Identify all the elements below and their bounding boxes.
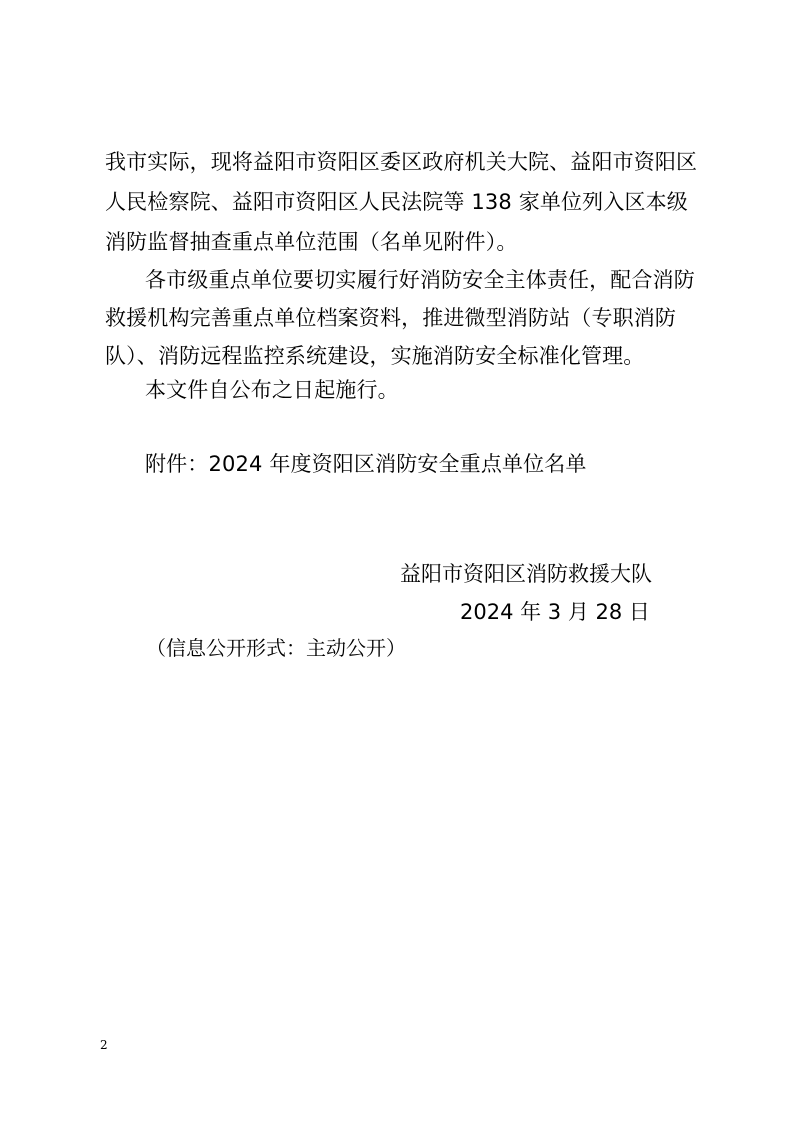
signing-date: 2024 年 3 月 28 日 [460,600,650,624]
disclosure-note: （信息公开形式：主动公开） [146,636,406,660]
paragraph-1-line-1: 我市实际，现将益阳市资阳区委区政府机关大院、益阳市资阳区 [105,150,698,174]
effective-date-statement: 本文件自公布之日起施行。 [145,378,399,402]
paragraph-2-line-2: 救援机构完善重点单位档案资料，推进微型消防站（专职消防 [105,306,677,330]
paragraph-1-line-2: 人民检察院、益阳市资阳区人民法院等 138 家单位列入区本级 [105,190,688,214]
signing-organization: 益阳市资阳区消防救援大队 [400,562,652,586]
paragraph-2-line-1: 各市级重点单位要切实履行好消防安全主体责任，配合消防 [145,268,695,292]
paragraph-2-line-3: 队）、消防远程监控系统建设，实施消防安全标准化管理。 [105,344,645,368]
attachment-line: 附件：2024 年度资阳区消防安全重点单位名单 [145,452,587,476]
page-number: 2 [100,1038,108,1052]
paragraph-1-line-3: 消防监督抽查重点单位范围（名单见附件）。 [105,230,518,254]
